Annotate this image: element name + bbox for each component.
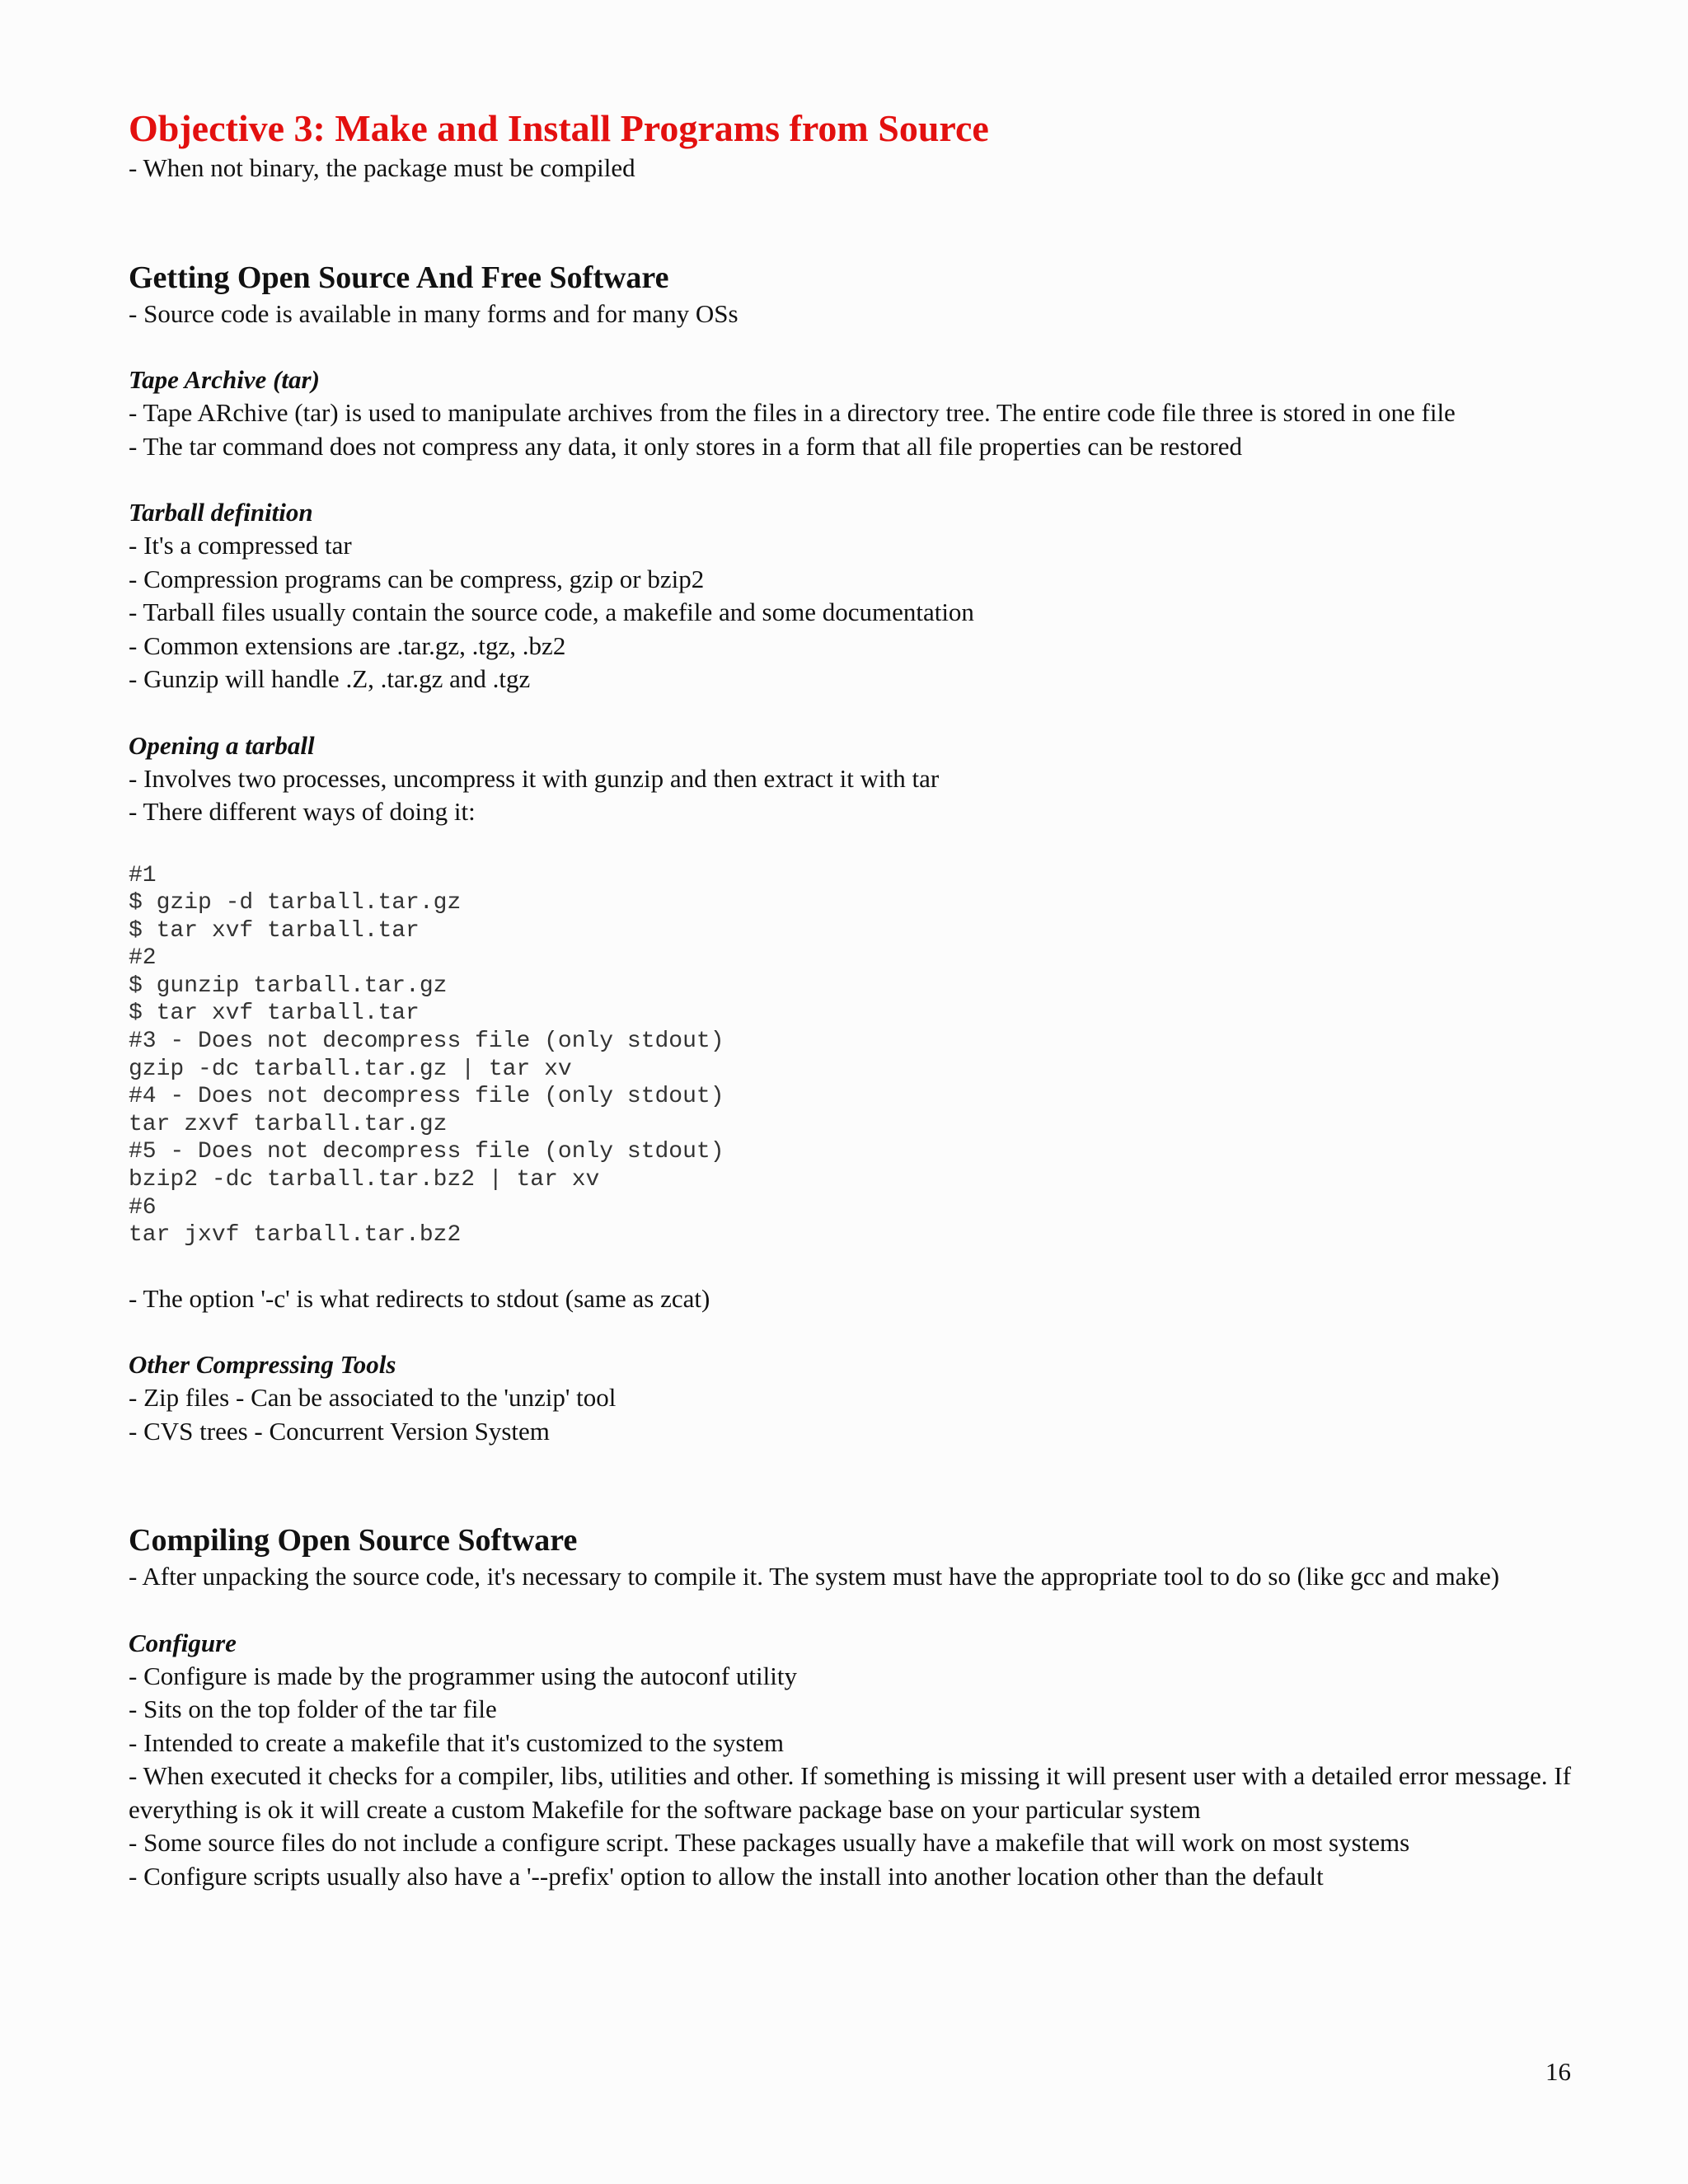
code-block (129, 862, 1579, 1249)
text-line: - After unpacking the source code, it's necessary to compile it. The system must have the appropriate tool to do so (like gcc and make) (129, 1562, 1500, 1591)
code-line: $ gzip -d tarball.tar.gz (129, 890, 462, 916)
text-line: - CVS trees - Concurrent Version System (129, 1416, 550, 1446)
text-line: - Configure is made by the programmer using the autoconf utility (129, 1661, 797, 1690)
text-line: - The tar command does not compress any data, it only stores in a form that all file properties can be restored (129, 431, 1242, 461)
configure-lines (129, 1660, 1579, 1894)
text-line: - Configure scripts usually also have a '--prefix' option to allow the install into another location other than the default (129, 1861, 1324, 1891)
text-line: - There different ways of doing it: (129, 797, 476, 826)
subsection-title-other: Other Compressing Tools (129, 1350, 396, 1380)
text-line: - When not binary, the package must be compiled (129, 153, 635, 182)
code-line: $ gunzip tarball.tar.gz (129, 972, 448, 999)
code-line: tar zxvf tarball.tar.gz (129, 1111, 448, 1137)
text-line: - Some source files do not include a configure script. These packages usually have a makefile that will work on most systems (129, 1828, 1410, 1858)
code-line: tar jxvf tarball.tar.bz2 (129, 1222, 462, 1249)
text-line: - When executed it checks for a compiler, libs, utilities and other. If something is missing it will present user with a detailed error message. If everything is ok it will create a custom Makefile for the software package base on your particular system (129, 1761, 1572, 1824)
text-line: - It's a compressed tar (129, 531, 352, 560)
code-line: bzip2 -dc tarball.tar.bz2 | tar xv (129, 1167, 600, 1193)
text-line: - Intended to create a makefile that it's customized to the system (129, 1727, 784, 1757)
text-line: - Sits on the top folder of the tar file (129, 1694, 497, 1724)
code-line: #4 - Does not decompress file (only stdout) (129, 1084, 724, 1110)
text-line: - Compression programs can be compress, gzip or bzip2 (129, 564, 705, 593)
opening-lines (129, 762, 1579, 829)
text-line: - Common extensions are .tar.gz, .tgz, .bz2 (129, 630, 566, 660)
other-lines (129, 1381, 1579, 1448)
text-line: - Tape ARchive (tar) is used to manipulate archives from the files in a directory tree. The entire code file three is stored in one file (129, 398, 1456, 427)
code-line: #5 - Does not decompress file (only stdout) (129, 1139, 724, 1165)
text-line: - Tarball files usually contain the source code, a makefile and some documentation (129, 598, 974, 626)
page-content (129, 105, 1579, 1893)
page-number: 16 (1545, 2057, 1571, 2086)
text-line: - Source code is available in many forms and for many OSs (129, 298, 738, 328)
subsection-title-tarball: Tarball definition (129, 498, 313, 527)
tar-lines (129, 396, 1579, 463)
code-line: $ tar xvf tarball.tar (129, 1001, 420, 1027)
text-line: - Zip files - Can be associated to the 'unzip' tool (129, 1383, 617, 1413)
text-line: - Gunzip will handle .Z, .tar.gz and .tgz (129, 664, 531, 693)
objective-lines (129, 152, 1579, 185)
subsection-title-configure: Configure (129, 1628, 237, 1657)
subsection-title-opening: Opening a tarball (129, 730, 315, 760)
objective-title: Objective 3: Make and Install Programs from Source (129, 107, 989, 149)
text-line: - Involves two processes, uncompress it with gunzip and then extract it with tar (129, 763, 940, 793)
code-line: #3 - Does not decompress file (only stdout) (129, 1029, 724, 1055)
compiling-lines (129, 1560, 1579, 1594)
code-line: $ tar xvf tarball.tar (129, 917, 420, 944)
section-title-getting: Getting Open Source And Free Software (129, 260, 669, 295)
stdout-note: - The option '-c' is what redirects to stdout (same as zcat) (129, 1283, 710, 1313)
subsection-title-tar: Tape Archive (tar) (129, 365, 320, 394)
code-line: #2 (129, 945, 157, 972)
code-line: gzip -dc tarball.tar.gz | tar xv (129, 1056, 572, 1082)
section-title-compiling: Compiling Open Source Software (129, 1523, 578, 1558)
code-line: #6 (129, 1194, 157, 1221)
getting-lines (129, 298, 1579, 331)
tarball-lines (129, 529, 1579, 696)
code-line: #1 (129, 862, 157, 888)
